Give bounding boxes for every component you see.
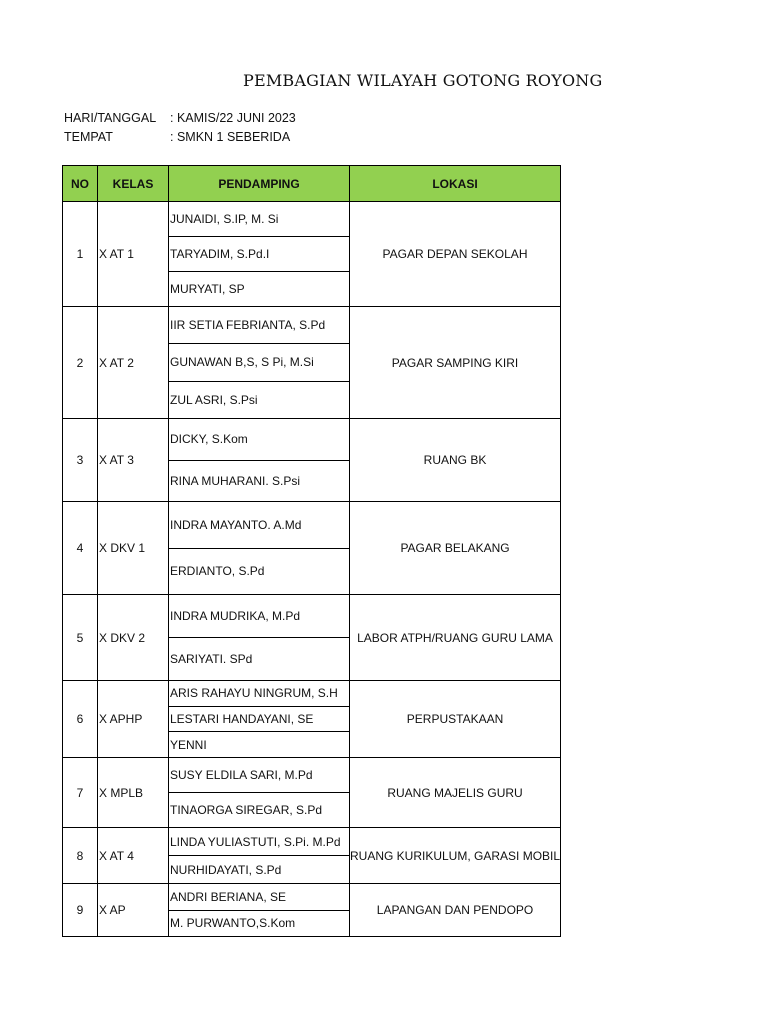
- supervisor-list: [169, 595, 350, 681]
- supervisor-list: [169, 828, 350, 884]
- row-number: 8: [63, 828, 98, 884]
- table-row: [63, 758, 561, 828]
- place-line: [64, 130, 290, 144]
- supervisor-list: [169, 884, 350, 937]
- place-label: TEMPAT: [64, 130, 113, 144]
- supervisor-name: YENNI: [169, 731, 349, 757]
- header-kelas: KELAS: [98, 166, 169, 202]
- supervisor-name: TINAORGA SIREGAR, S.Pd: [169, 792, 349, 827]
- table-row: [63, 419, 561, 502]
- class-name: X AP: [98, 884, 169, 937]
- table-row: [63, 681, 561, 758]
- supervisor-stack: [169, 202, 349, 306]
- class-name: X AT 3: [98, 419, 169, 502]
- supervisor-list: [169, 202, 350, 307]
- supervisor-name: GUNAWAN B,S, S Pi, M.Si: [169, 343, 349, 380]
- supervisor-name: ERDIANTO, S.Pd: [169, 548, 349, 595]
- supervisor-stack: [169, 884, 349, 936]
- table-row: [63, 202, 561, 307]
- assignment-table: [62, 165, 561, 937]
- supervisor-name: RINA MUHARANI. S.Psi: [169, 460, 349, 502]
- row-number: 9: [63, 884, 98, 937]
- row-number: 5: [63, 595, 98, 681]
- supervisor-stack: [169, 758, 349, 827]
- class-name: X DKV 2: [98, 595, 169, 681]
- supervisor-name: DICKY, S.Kom: [170, 432, 248, 447]
- class-name: X AT 2: [98, 307, 169, 419]
- supervisor-name: ARIS RAHAYU NINGRUM, S.H: [170, 686, 338, 701]
- table-row: [63, 884, 561, 937]
- header-pendamping: PENDAMPING: [169, 166, 350, 202]
- supervisor-list: [169, 681, 350, 758]
- row-number: 7: [63, 758, 98, 828]
- supervisor-list: [169, 758, 350, 828]
- supervisor-list: [169, 307, 350, 419]
- supervisor-name: ANDRI BERIANA, SE: [170, 889, 287, 904]
- supervisor-name: MURYATI, SP: [169, 271, 349, 306]
- table-row: [63, 595, 561, 681]
- location: LABOR ATPH/RUANG GURU LAMA: [350, 595, 561, 681]
- table-row: [63, 502, 561, 595]
- table-body: [63, 202, 561, 937]
- location: PAGAR DEPAN SEKOLAH: [350, 202, 561, 307]
- supervisor-stack: [169, 307, 349, 418]
- header-lokasi: LOKASI: [350, 166, 561, 202]
- location: LAPANGAN DAN PENDOPO: [350, 884, 561, 937]
- supervisor-list: [169, 419, 350, 502]
- date-line: [64, 111, 296, 125]
- supervisor-list: [169, 502, 350, 595]
- row-number: 1: [63, 202, 98, 307]
- row-number: 3: [63, 419, 98, 502]
- location: PAGAR BELAKANG: [350, 502, 561, 595]
- class-name: X AT 1: [98, 202, 169, 307]
- place-value: : SMKN 1 SEBERIDA: [170, 130, 291, 144]
- row-number: 2: [63, 307, 98, 419]
- supervisor-name: LESTARI HANDAYANI, SE: [169, 706, 349, 732]
- class-name: X MPLB: [98, 758, 169, 828]
- supervisor-name: JUNAIDI, S.IP, M. Si: [170, 212, 279, 226]
- supervisor-name: SARIYATI. SPd: [169, 637, 349, 680]
- location: RUANG MAJELIS GURU: [350, 758, 561, 828]
- location: RUANG BK: [350, 419, 561, 502]
- supervisor-stack: [169, 681, 349, 757]
- supervisor-name: IIR SETIA FEBRIANTA, S.Pd: [170, 318, 326, 333]
- supervisor-stack: [169, 419, 349, 501]
- supervisor-name: NURHIDAYATI, S.Pd: [169, 855, 349, 883]
- table-row: [63, 307, 561, 419]
- location: RUANG KURIKULUM, GARASI MOBIL: [350, 828, 561, 884]
- supervisor-name: M. PURWANTO,S.Kom: [169, 910, 349, 937]
- date-value: : KAMIS/22 JUNI 2023: [170, 111, 296, 125]
- supervisor-stack: [169, 828, 349, 883]
- document-title: PEMBAGIAN WILAYAH GOTONG ROYONG: [243, 71, 603, 90]
- supervisor-name: SUSY ELDILA SARI, M.Pd: [170, 768, 313, 782]
- supervisor-stack: [169, 502, 349, 594]
- location: PAGAR SAMPING KIRI: [350, 307, 561, 419]
- supervisor-stack: [169, 595, 349, 680]
- supervisor-name: INDRA MUDRIKA, M.Pd: [170, 609, 301, 623]
- row-number: 4: [63, 502, 98, 595]
- location: PERPUSTAKAAN: [350, 681, 561, 758]
- supervisor-name: INDRA MAYANTO. A.Md: [170, 517, 302, 532]
- supervisor-name: ZUL ASRI, S.Psi: [169, 381, 349, 418]
- table-header-row: [63, 166, 561, 202]
- date-label: HARI/TANGGAL: [64, 111, 157, 125]
- class-name: X APHP: [98, 681, 169, 758]
- supervisor-name: LINDA YULIASTUTI, S.Pi. M.Pd: [170, 834, 341, 849]
- table-row: [63, 828, 561, 884]
- class-name: X AT 4: [98, 828, 169, 884]
- header-no: NO: [63, 166, 98, 202]
- supervisor-name: TARYADIM, S.Pd.I: [169, 236, 349, 271]
- row-number: 6: [63, 681, 98, 758]
- class-name: X DKV 1: [98, 502, 169, 595]
